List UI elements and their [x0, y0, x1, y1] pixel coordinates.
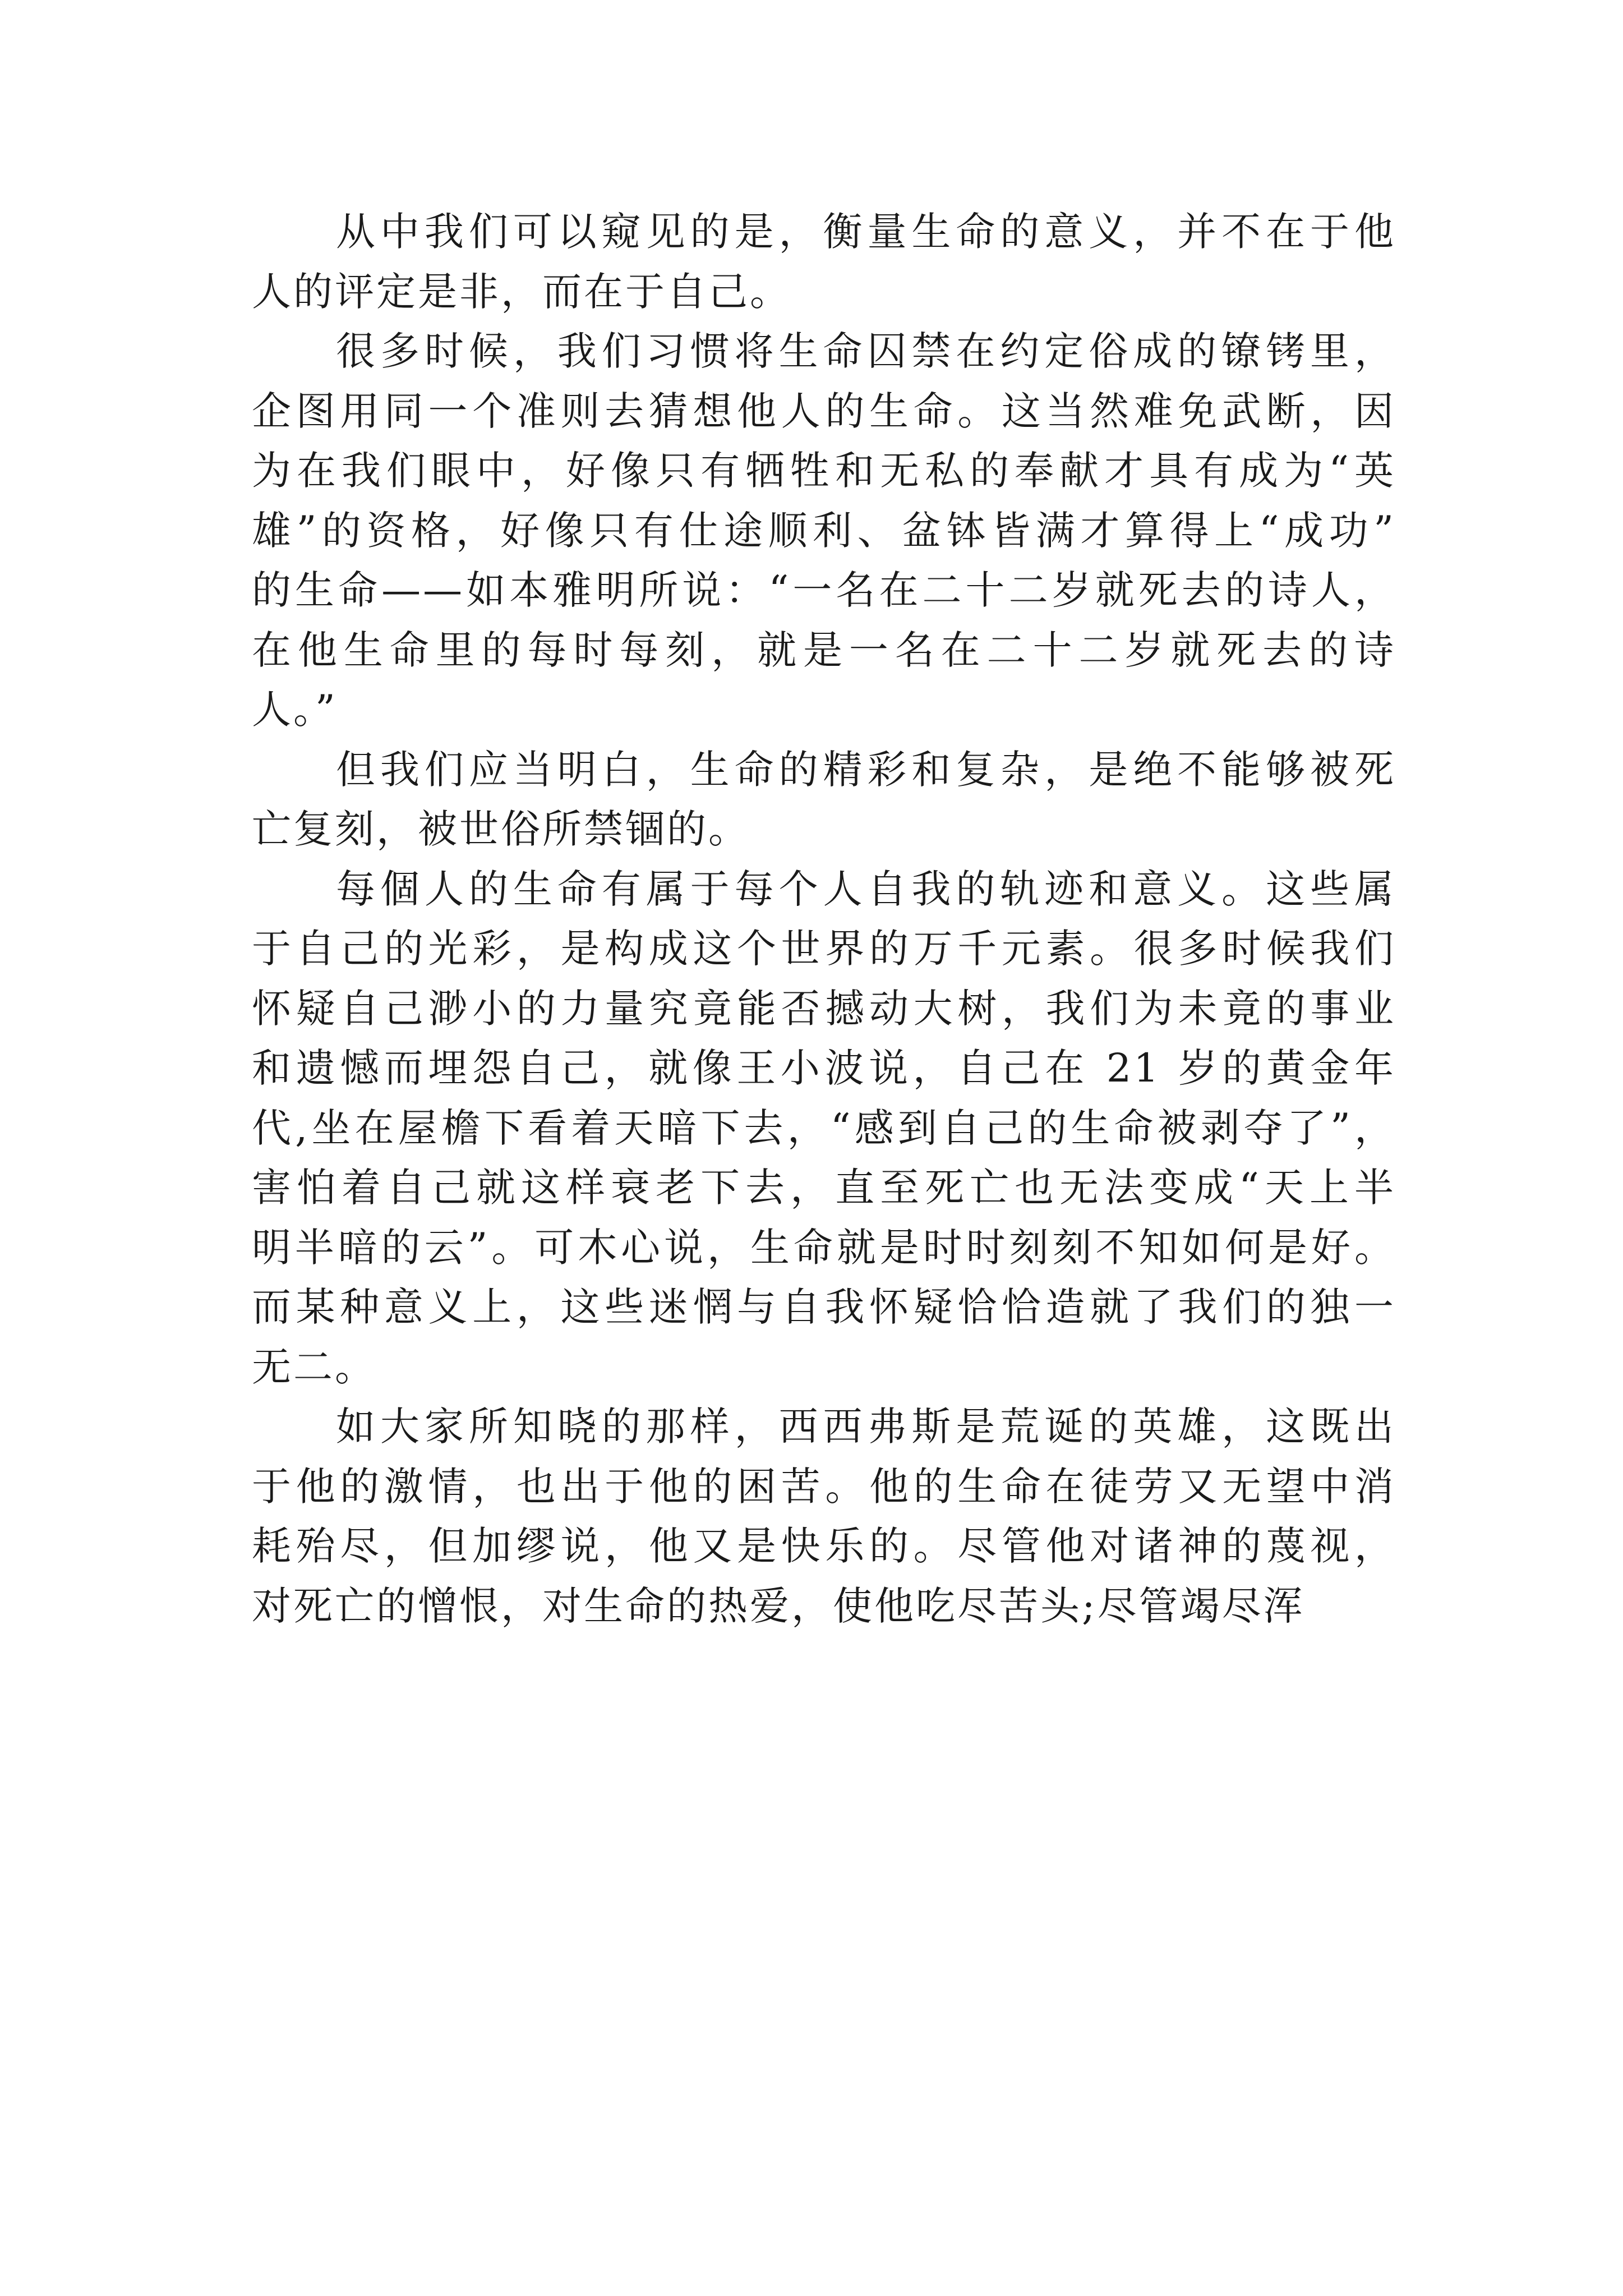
text-line: 在他生命里的每时每刻，就是一名在二十二岁就死去的诗	[252, 627, 1396, 673]
paragraph	[252, 202, 1396, 321]
text-line: 对死亡的憎恨，对生命的热爱，使他吃尽苦头;尽管竭尽浑	[252, 1582, 1305, 1629]
text-line: 明半暗的云”。可木心说，生命就是时时刻刻不知如何是好。	[252, 1224, 1396, 1271]
text-line: 如大家所知晓的那样，西西弗斯是荒诞的英雄，这既出	[336, 1404, 1396, 1450]
paragraph	[252, 740, 1396, 859]
text-line: 很多时候，我们习惯将生命囚禁在约定俗成的镣铐里，	[336, 328, 1396, 374]
text-line: 于自己的光彩，是构成这个世界的万千元素。很多时候我们	[252, 926, 1396, 972]
text-line: 从中我们可以窥见的是，衡量生命的意义，并不在于他	[336, 209, 1396, 255]
text-line: 亡复刻，被世俗所禁锢的。	[252, 806, 750, 852]
text-line: 和遗憾而埋怨自己，就像王小波说，自己在 21 岁的黄金年	[252, 1045, 1396, 1091]
text-line: 每個人的生命有属于每个人自我的轨迹和意义。这些属	[336, 866, 1396, 912]
text-line: 耗殆尽，但加缪说，他又是快乐的。尽管他对诸神的蔑视，	[252, 1523, 1396, 1569]
text-line: 企图用同一个准则去猜想他人的生命。这当然难免武断，因	[252, 388, 1396, 434]
text-line: 怀疑自己渺小的力量究竟能否撼动大树，我们为未竟的事业	[252, 985, 1396, 1032]
paragraph	[252, 1397, 1396, 1636]
text-line: 害怕着自己就这样衰老下去，直至死亡也无法变成“天上半	[252, 1165, 1396, 1211]
paragraph	[252, 321, 1396, 740]
text-line: 于他的激情，也出于他的困苦。他的生命在徒劳又无望中消	[252, 1463, 1396, 1510]
document-body	[252, 202, 1396, 1636]
text-line: 为在我们眼中，好像只有牺牲和无私的奉献才具有成为“英	[252, 448, 1396, 494]
text-line: 无二。	[252, 1343, 376, 1390]
paragraph	[252, 859, 1396, 1397]
text-line: 雄”的资格，好像只有仕途顺利、盆钵皆满才算得上“成功”	[252, 507, 1396, 554]
text-line: 而某种意义上，这些迷惘与自我怀疑恰恰造就了我们的独一	[252, 1284, 1396, 1330]
text-line: 的生命——如本雅明所说：“一名在二十二岁就死去的诗人，	[252, 567, 1396, 613]
text-line: 但我们应当明白，生命的精彩和复杂，是绝不能够被死	[336, 746, 1396, 793]
text-line: 人。”	[252, 687, 338, 733]
text-line: 人的评定是非，而在于自己。	[252, 268, 791, 315]
text-line: 代,坐在屋檐下看着天暗下去，“感到自己的生命被剥夺了”，	[252, 1105, 1396, 1151]
